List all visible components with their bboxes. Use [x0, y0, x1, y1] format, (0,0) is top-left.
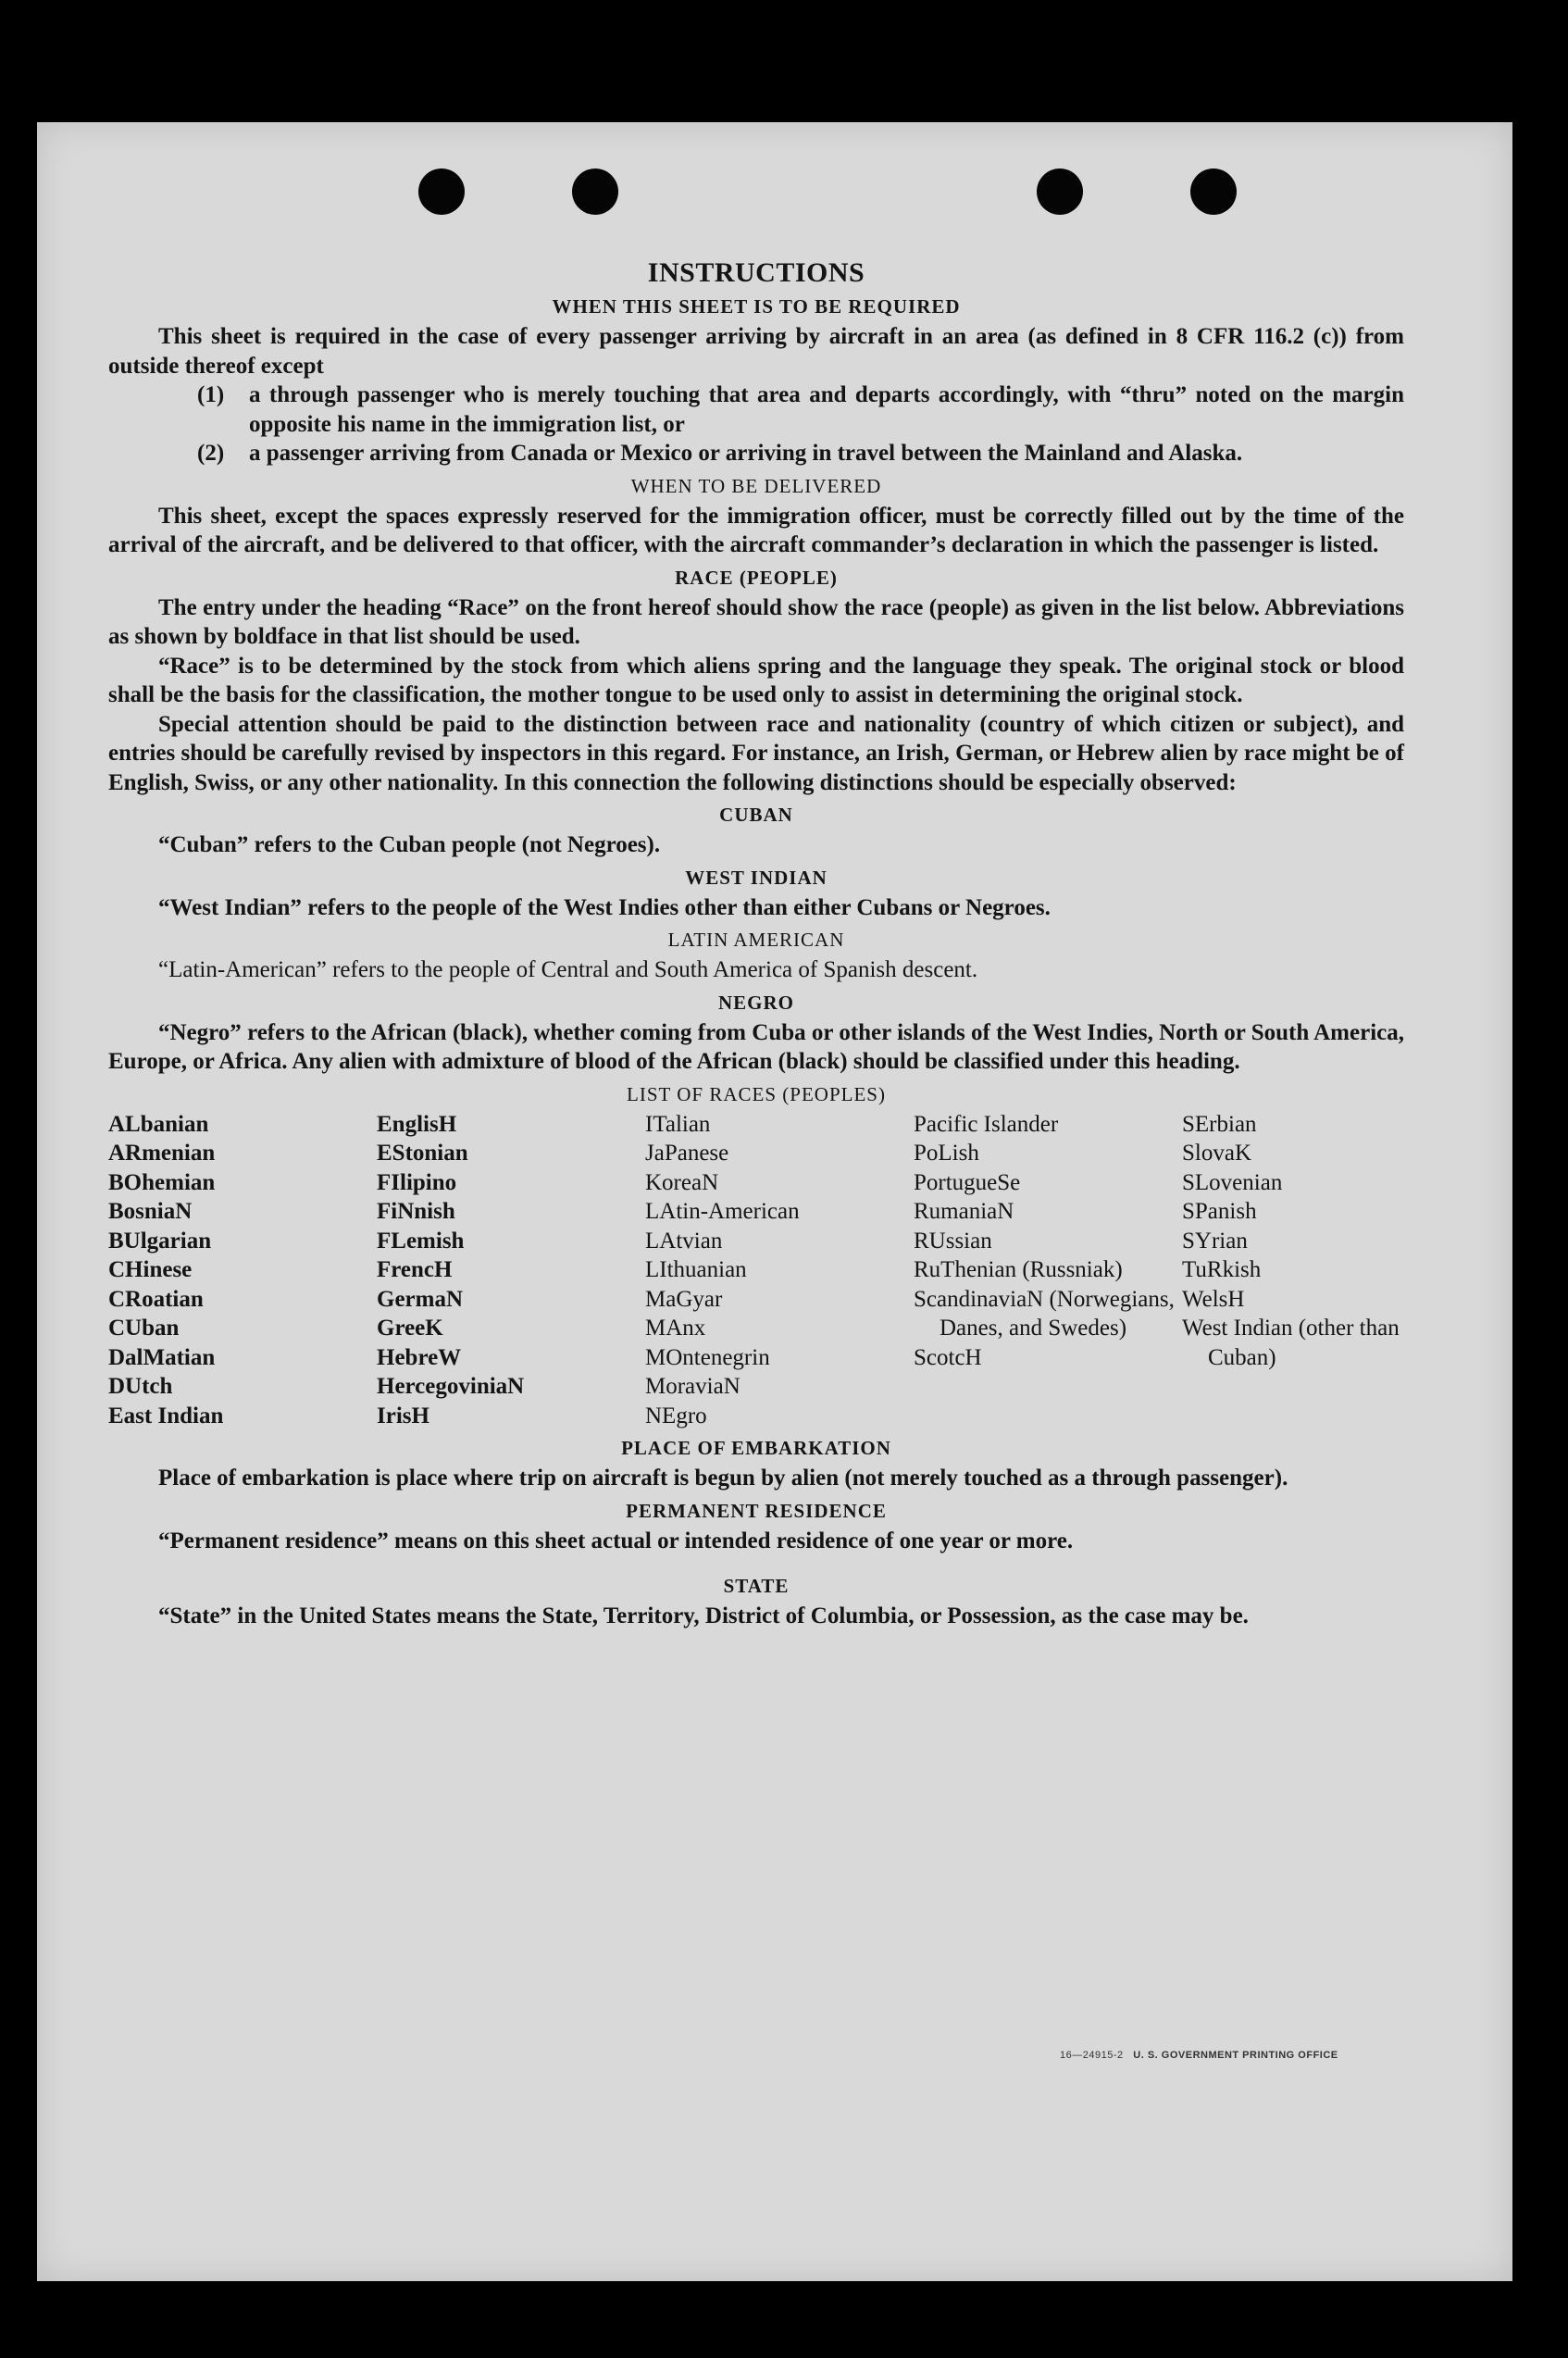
latin-american-text: “Latin-American” refers to the people of Central and South America of Spanish descent. — [158, 957, 978, 982]
heading-latin-american: LATIN AMERICAN — [667, 929, 845, 951]
race-entry: East Indian — [108, 1403, 224, 1429]
state-text: “State” in the United States means the State, Territory, District of Columbia, or Possession, as the case may be. — [158, 1603, 1249, 1628]
heading-west-indian: WEST INDIAN — [685, 866, 828, 889]
race-entry: FiNnish — [377, 1199, 455, 1224]
race-column — [645, 1110, 914, 1431]
heading-when-required: WHEN THIS SHEET IS TO BE REQUIRED — [552, 295, 961, 318]
race-entry: BUlgarian — [108, 1228, 212, 1254]
heading-race: RACE (PEOPLE) — [675, 566, 838, 589]
race-entry: IrisH — [377, 1403, 429, 1429]
form-code — [1060, 2050, 1338, 2061]
exception-text: a passenger arriving from Canada or Mexico or arriving in travel between the Mainland and Alaska. — [249, 441, 1243, 466]
race-entry: HebreW — [377, 1344, 462, 1370]
race-entry: PoLish — [914, 1141, 979, 1166]
embarkation-text: Place of embarkation is place where trip on aircraft is begun by alien (not merely touched as a through passenger). — [158, 1466, 1288, 1491]
punch-hole — [418, 168, 465, 215]
race-entry: ARmenian — [108, 1141, 216, 1166]
heading-cuban: CUBAN — [719, 804, 793, 826]
race-entry: MAnx — [645, 1316, 706, 1341]
punch-hole — [1190, 168, 1237, 215]
race-entry: BosniaN — [108, 1199, 193, 1224]
race-entry: CHinese — [108, 1257, 193, 1282]
race-entry: SLovenian — [1182, 1169, 1283, 1195]
printer-name: U. S. GOVERNMENT PRINTING OFFICE — [1133, 2050, 1338, 2061]
heading-embarkation: PLACE OF EMBARKATION — [621, 1437, 891, 1459]
race-entry: CUban — [108, 1316, 180, 1341]
race-entry: RuThenian (Russniak) — [914, 1257, 1123, 1282]
race-entry: KoreaN — [645, 1169, 719, 1195]
race-entry: RUssian — [914, 1228, 992, 1254]
race-entry: GreeK — [377, 1316, 443, 1341]
race-entry: HercegoviniaN — [377, 1374, 525, 1399]
heading-state: STATE — [723, 1575, 790, 1597]
form-number: 16—24915-2 — [1060, 2050, 1124, 2061]
race-paragraph: The entry under the heading “Race” on the front hereof should show the race (people) as given in the list below. Abbreviations as shown by boldface in that list should be used. — [108, 594, 1404, 649]
exception-number: (1) — [197, 382, 225, 407]
race-list — [108, 1110, 1404, 1431]
race-entry: Pacific Islander — [914, 1111, 1059, 1137]
race-entry: ITalian — [645, 1111, 711, 1137]
punch-hole — [1037, 168, 1083, 215]
race-entry: FrencH — [377, 1257, 453, 1282]
race-entry: EStonian — [377, 1141, 468, 1166]
race-paragraph: “Race” is to be determined by the stock from which aliens spring and the language they speak. The original stock or blood shall be the basis for the classification, the mother tongue to be used only to assist in determining the original stock. — [108, 653, 1404, 707]
exception-text: a through passenger who is merely touching that area and departs accordingly, with “thru” noted on the margin opposite his name in the immigration list, or — [249, 382, 1404, 437]
page-title: INSTRUCTIONS — [647, 257, 865, 288]
race-entry: JaPanese — [645, 1141, 729, 1166]
residence-text: “Permanent residence” means on this sheet actual or intended residence of one year or more. — [158, 1528, 1074, 1553]
race-entry: LIthuanian — [645, 1257, 747, 1282]
cuban-text: “Cuban” refers to the Cuban people (not Negroes). — [158, 832, 661, 857]
negro-text: “Negro” refers to the African (black), whether coming from Cuba or other islands of the West Indies, North or South America, Europe, or Africa. Any alien with admixture of blood of the African (black) should be classified under this heading. — [108, 1019, 1404, 1074]
document-sheet — [37, 122, 1512, 2281]
heading-list-of-races: LIST OF RACES (PEOPLES) — [627, 1082, 886, 1105]
race-entry: LAtin-American — [645, 1199, 800, 1224]
exception-number: (2) — [197, 441, 225, 466]
instructions-body — [108, 257, 1404, 1631]
race-entry: SPanish — [1182, 1199, 1257, 1224]
race-entry: ScandinaviaN (Norwegians, Danes, and Swedes) — [914, 1286, 1175, 1341]
race-entry: SlovaK — [1182, 1141, 1251, 1166]
race-entry: ALbanian — [108, 1111, 209, 1137]
race-entry: LAtvian — [645, 1228, 723, 1254]
race-entry: PortugueSe — [914, 1169, 1021, 1195]
heading-residence: PERMANENT RESIDENCE — [626, 1499, 887, 1522]
when-required-intro: This sheet is required in the case of every passenger arriving by aircraft in an area (as defined in 8 CFR 116.2 (c)) from outside thereof except — [108, 324, 1404, 379]
race-entry: TuRkish — [1182, 1257, 1262, 1282]
race-entry: ScotcH — [914, 1344, 982, 1370]
race-entry: DUtch — [108, 1374, 173, 1399]
race-entry: EnglisH — [377, 1111, 457, 1137]
race-entry: WelsH — [1182, 1286, 1245, 1312]
race-entry: FIlipino — [377, 1169, 457, 1195]
race-entry: CRoatian — [108, 1286, 204, 1312]
west-indian-text: “West Indian” refers to the people of the West Indies other than either Cubans or Negroes. — [158, 894, 1051, 920]
punch-hole — [572, 168, 618, 215]
race-entry: FLemish — [377, 1228, 465, 1254]
race-entry: RumaniaN — [914, 1199, 1014, 1224]
race-entry: DalMatian — [108, 1344, 216, 1370]
race-entry: GermaN — [377, 1286, 464, 1312]
race-paragraph: Special attention should be paid to the distinction between race and nationality (country of which citizen or subject), and entries should be carefully revised by inspectors in this regard. For instance, an Irish, German, or Hebrew alien by race might be of English, Swiss, or any other nationality. In this connection the following distinctions should be especially observed: — [108, 711, 1404, 795]
race-entry: BOhemian — [108, 1169, 216, 1195]
race-entry: SErbian — [1182, 1111, 1257, 1137]
heading-negro: NEGRO — [717, 991, 794, 1014]
heading-when-delivered: WHEN TO BE DELIVERED — [630, 474, 882, 497]
race-entry: NEgro — [645, 1403, 707, 1429]
race-column — [377, 1110, 645, 1431]
race-column — [1182, 1110, 1413, 1431]
race-entry: West Indian (other than Cuban) — [1182, 1316, 1400, 1370]
race-entry: SYrian — [1182, 1228, 1248, 1254]
race-entry: MOntenegrin — [645, 1344, 770, 1370]
exception-item — [197, 381, 1404, 439]
race-column — [914, 1110, 1182, 1431]
race-entry: MoraviaN — [645, 1374, 740, 1399]
race-column — [108, 1110, 377, 1431]
when-delivered-text: This sheet, except the spaces expressly reserved for the immigration officer, must be correctly filled out by the time of the arrival of the aircraft, and be delivered to that officer, with the aircraft commander’s declaration in which the passenger is listed. — [108, 503, 1404, 557]
exception-item — [197, 439, 1404, 468]
race-entry: MaGyar — [645, 1286, 723, 1312]
